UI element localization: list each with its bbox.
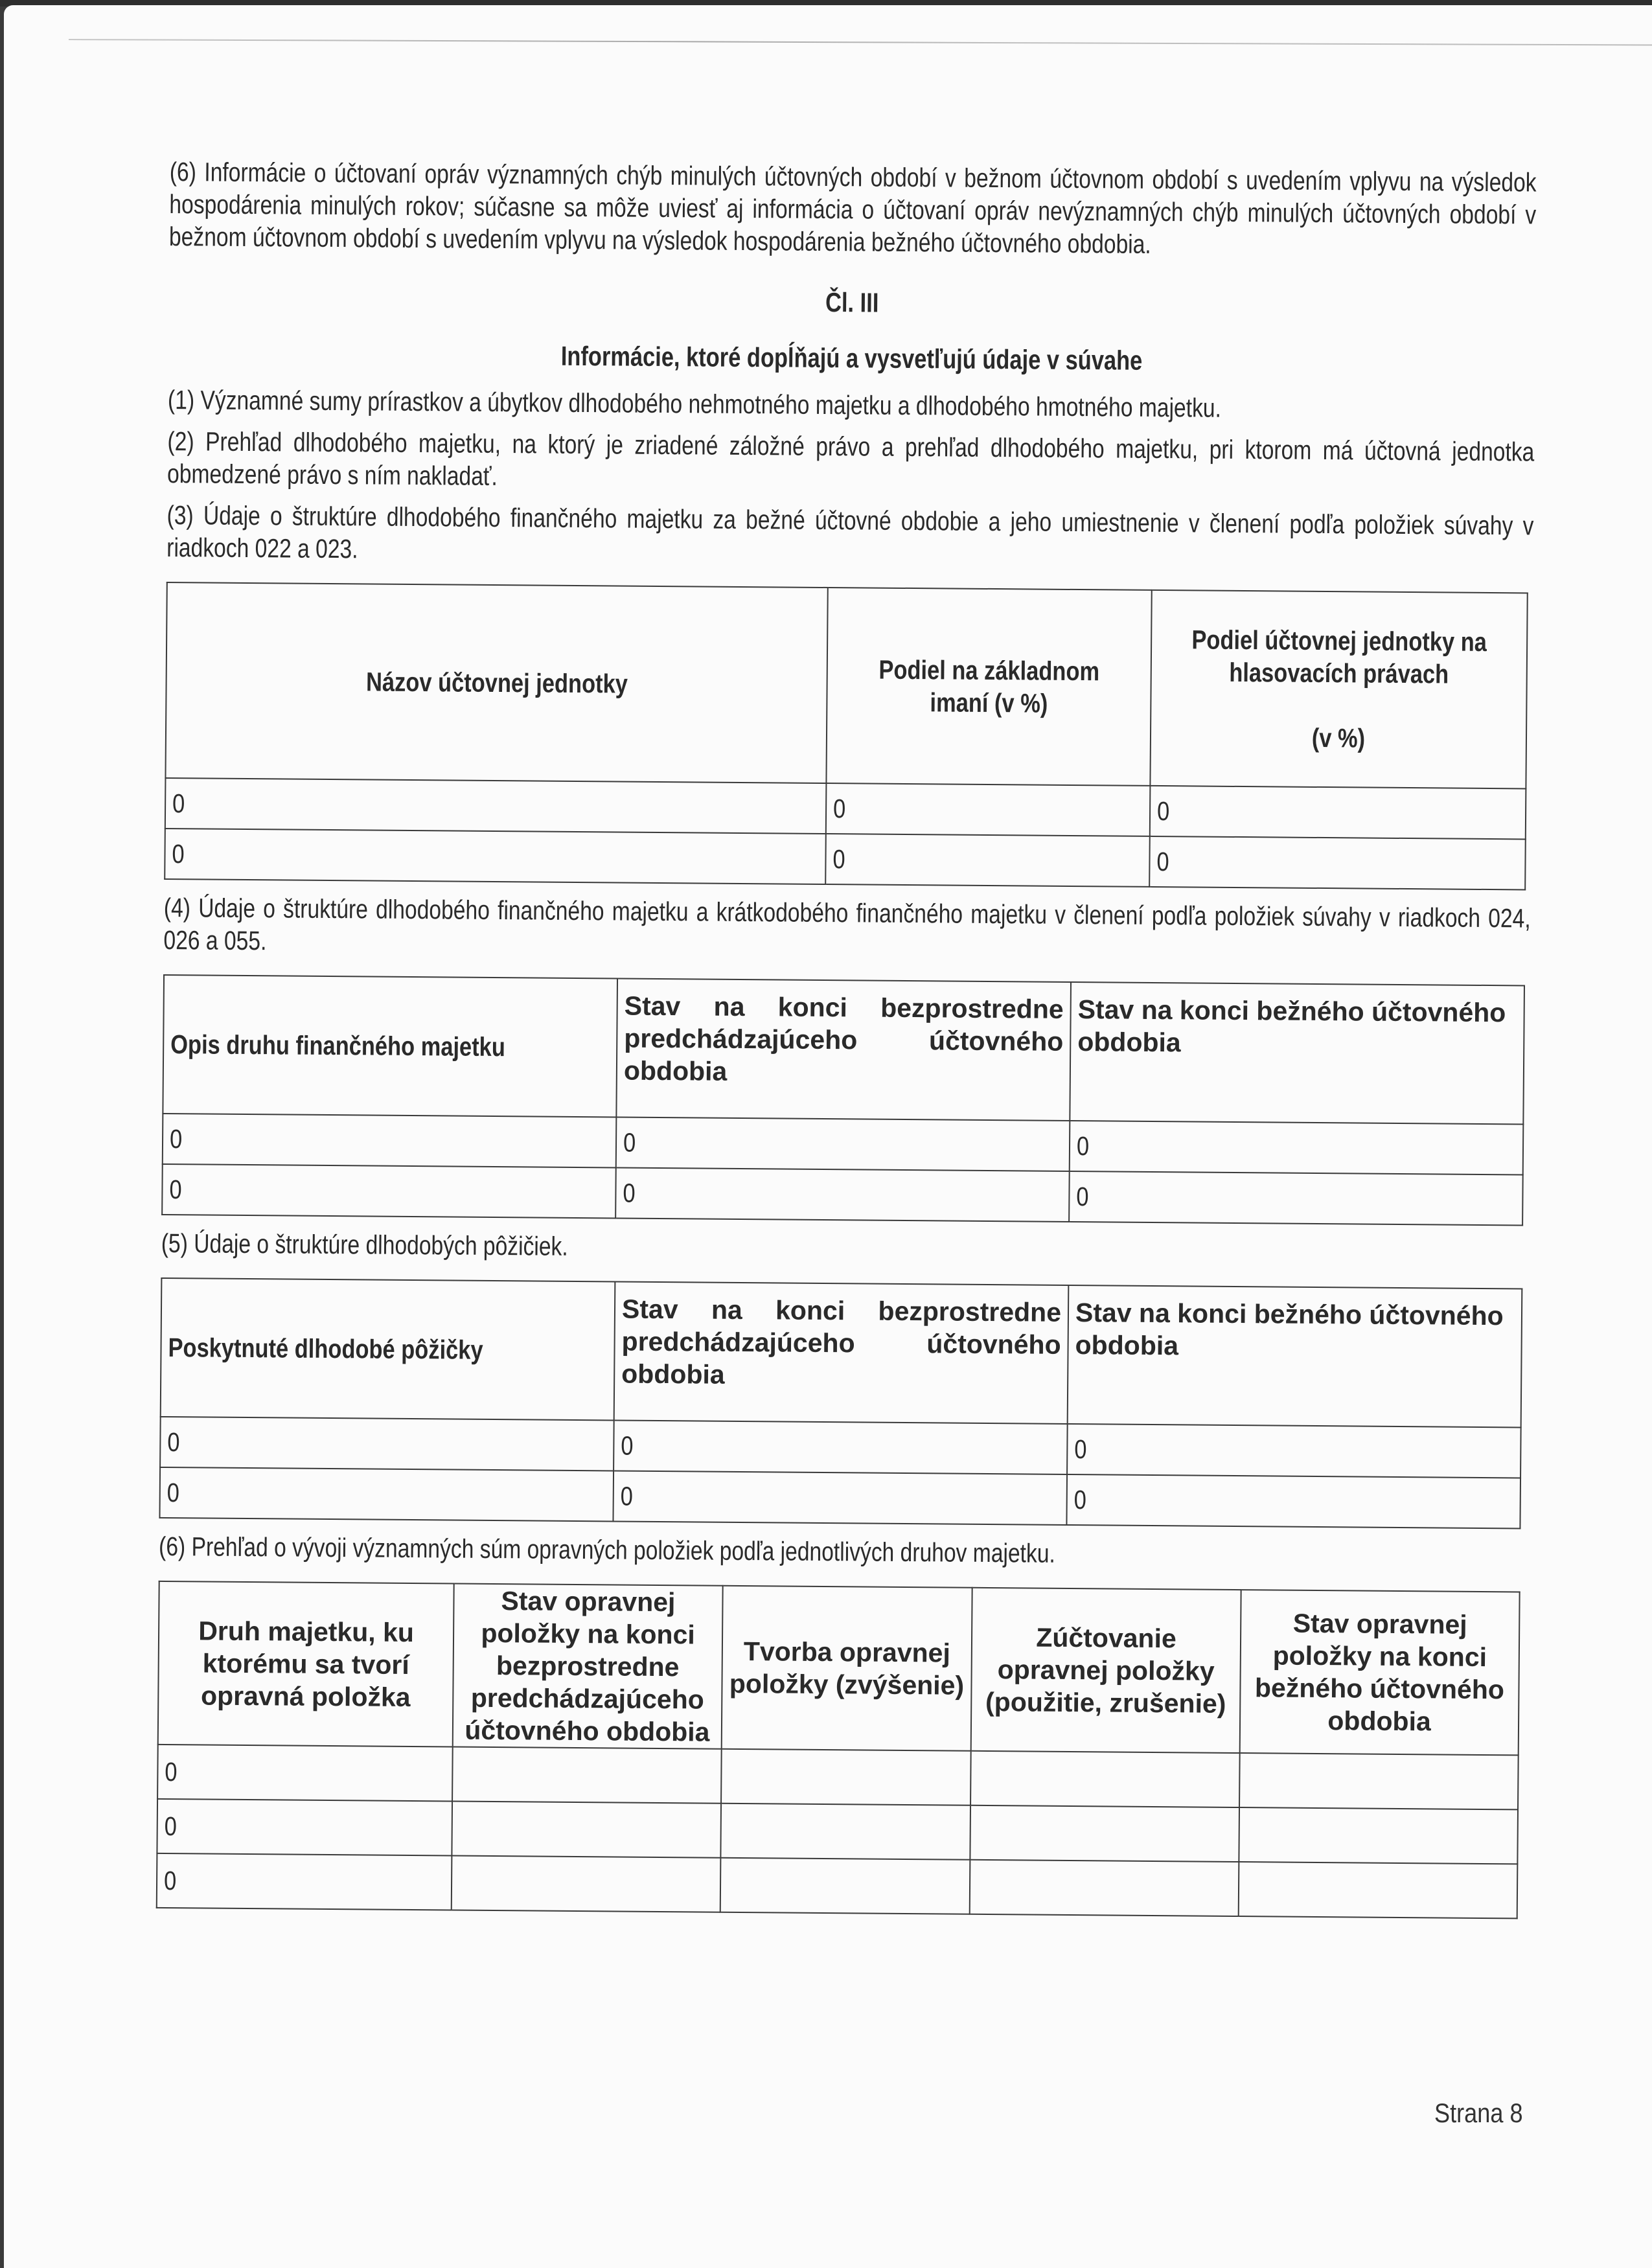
cell xyxy=(721,1749,971,1805)
cell: 0 xyxy=(1070,1121,1524,1174)
table-financial-assets-structure xyxy=(164,582,1528,890)
table-row xyxy=(165,829,1526,889)
cell xyxy=(1239,1862,1518,1918)
header-share-capital: Podiel na základnom imaní (v %) xyxy=(826,588,1151,786)
item-2-text: (2) Prehľad dlhodobého majetku, na ktorý je zriadené záložné právo a prehľad dlhodobého majetku, pri ktorom má účtovná jednotka obmedzené právo s ním nakladať. xyxy=(166,426,1535,491)
page-fold-line xyxy=(69,39,1652,46)
document-body xyxy=(156,155,1537,1930)
cell xyxy=(720,1804,970,1860)
intro-paragraph: (6) Informácie o účtovaní opráv významných chýb minulých účtovných období v bežnom účtovnom období s uvedením vplyvu na výsledok hospodárenia minulých rokov; súčasne sa môže uviesť aj informácia o účtovaní opráv nevýznamných chýb minulých účtovných období v bežnom účtovnom období s uvedením vplyvu na výsledok hospodárenia bežného účtovného obdobia. xyxy=(168,156,1537,259)
item-5-text: (5) Údaje o štruktúre dlhodobých pôžičiek. xyxy=(161,1228,568,1261)
header-previous-period: Stav na konci bezprostredne predchádzajúceho účtovného obdobia xyxy=(616,978,1071,1120)
cell xyxy=(970,1751,1240,1807)
cell: 0 xyxy=(160,1417,614,1471)
header-settlement: Zúčtovanie opravnej položky (použitie, zrušenie) xyxy=(971,1588,1241,1753)
table-row xyxy=(159,1467,1520,1528)
article-title: Informácie, ktoré dopĺňajú a vysvetľujú údaje v súvahe xyxy=(560,340,1143,376)
table-long-term-loans xyxy=(159,1277,1522,1529)
cell: 0 xyxy=(1149,836,1526,890)
table-row xyxy=(157,1853,1518,1918)
cell xyxy=(970,1805,1239,1862)
table-row xyxy=(157,1799,1518,1864)
table-financial-asset-types xyxy=(161,974,1525,1226)
table-header-row xyxy=(158,1581,1520,1755)
cell xyxy=(452,1747,722,1804)
table-header-row xyxy=(165,582,1527,788)
header-previous-balance: Stav opravnej položky na konci bezprostredne predchádzajúceho účtovného obdobia xyxy=(453,1584,723,1749)
cell: 0 xyxy=(826,783,1151,836)
cell xyxy=(1239,1807,1518,1864)
header-current-period: Stav na konci bežného účtovného obdobia xyxy=(1068,1285,1522,1427)
cell: 0 xyxy=(159,1467,614,1521)
cell: 0 xyxy=(165,829,826,884)
cell: 0 xyxy=(157,1799,452,1856)
header-current-balance: Stav opravnej položky na konci bežného účtovného obdobia xyxy=(1240,1590,1520,1755)
table-header-row xyxy=(163,975,1524,1124)
cell: 0 xyxy=(162,1164,616,1218)
item-4-text: (4) Údaje o štruktúre dlhodobého finančného majetku a krátkodobého finančného majetku v členení podľa položiek súvahy v riadkoch 024, 026 a 055. xyxy=(163,892,1531,956)
page-number: Strana 8 xyxy=(1434,2098,1523,2128)
header-asset-description: Opis druhu finančného majetku xyxy=(163,975,617,1117)
cell: 0 xyxy=(1066,1474,1520,1528)
cell: 0 xyxy=(157,1745,453,1802)
header-loans-provided: Poskytnuté dlhodobé pôžičky xyxy=(161,1278,615,1420)
header-previous-period: Stav na konci bezprostredne predchádzajúceho účtovného obdobia xyxy=(614,1281,1069,1423)
cell: 0 xyxy=(157,1853,452,1910)
cell xyxy=(1239,1753,1519,1809)
cell: 0 xyxy=(825,834,1150,887)
cell: 0 xyxy=(165,778,827,834)
table-header-row xyxy=(161,1278,1522,1427)
header-asset-type: Druh majetku, ku ktorému sa tvorí opravná položka xyxy=(158,1581,454,1747)
cell: 0 xyxy=(1067,1424,1521,1478)
article-number: Čl. III xyxy=(825,286,879,318)
cell: 0 xyxy=(615,1167,1070,1221)
cell: 0 xyxy=(163,1114,617,1167)
cell xyxy=(452,1856,721,1912)
table-row xyxy=(162,1164,1523,1225)
cell: 0 xyxy=(613,1471,1067,1524)
header-voting-rights: Podiel účtovnej jednotky na hlasovacích právach (v %) xyxy=(1150,590,1527,789)
cell: 0 xyxy=(1069,1171,1523,1225)
cell xyxy=(452,1802,721,1858)
item-3-text: (3) Údaje o štruktúre dlhodobého finančného majetku za bežné účtovné obdobie a jeho umiestnenie v členení podľa položiek súvahy v riadkoch 022 a 023. xyxy=(166,499,1534,564)
header-current-period: Stav na konci bežného účtovného obdobia xyxy=(1070,982,1524,1124)
header-entity-name: Názov účtovnej jednotky xyxy=(165,582,827,783)
cell xyxy=(970,1860,1239,1916)
header-creation: Tvorba opravnej položky (zvýšenie) xyxy=(722,1586,972,1751)
cell: 0 xyxy=(614,1420,1068,1474)
item-1-text: (1) Významné sumy prírastkov a úbytkov dlhodobého nehmotného majetku a dlhodobého hmotného majetku. xyxy=(167,384,1222,423)
cell: 0 xyxy=(616,1117,1070,1171)
item-6-text: (6) Prehľad o vývoji významných súm opravných položiek podľa jednotlivých druhov majetku. xyxy=(158,1531,1056,1568)
cell: 0 xyxy=(1150,786,1526,840)
table-row xyxy=(157,1745,1519,1809)
cell xyxy=(720,1858,970,1914)
table-allowances-overview xyxy=(156,1581,1520,1919)
